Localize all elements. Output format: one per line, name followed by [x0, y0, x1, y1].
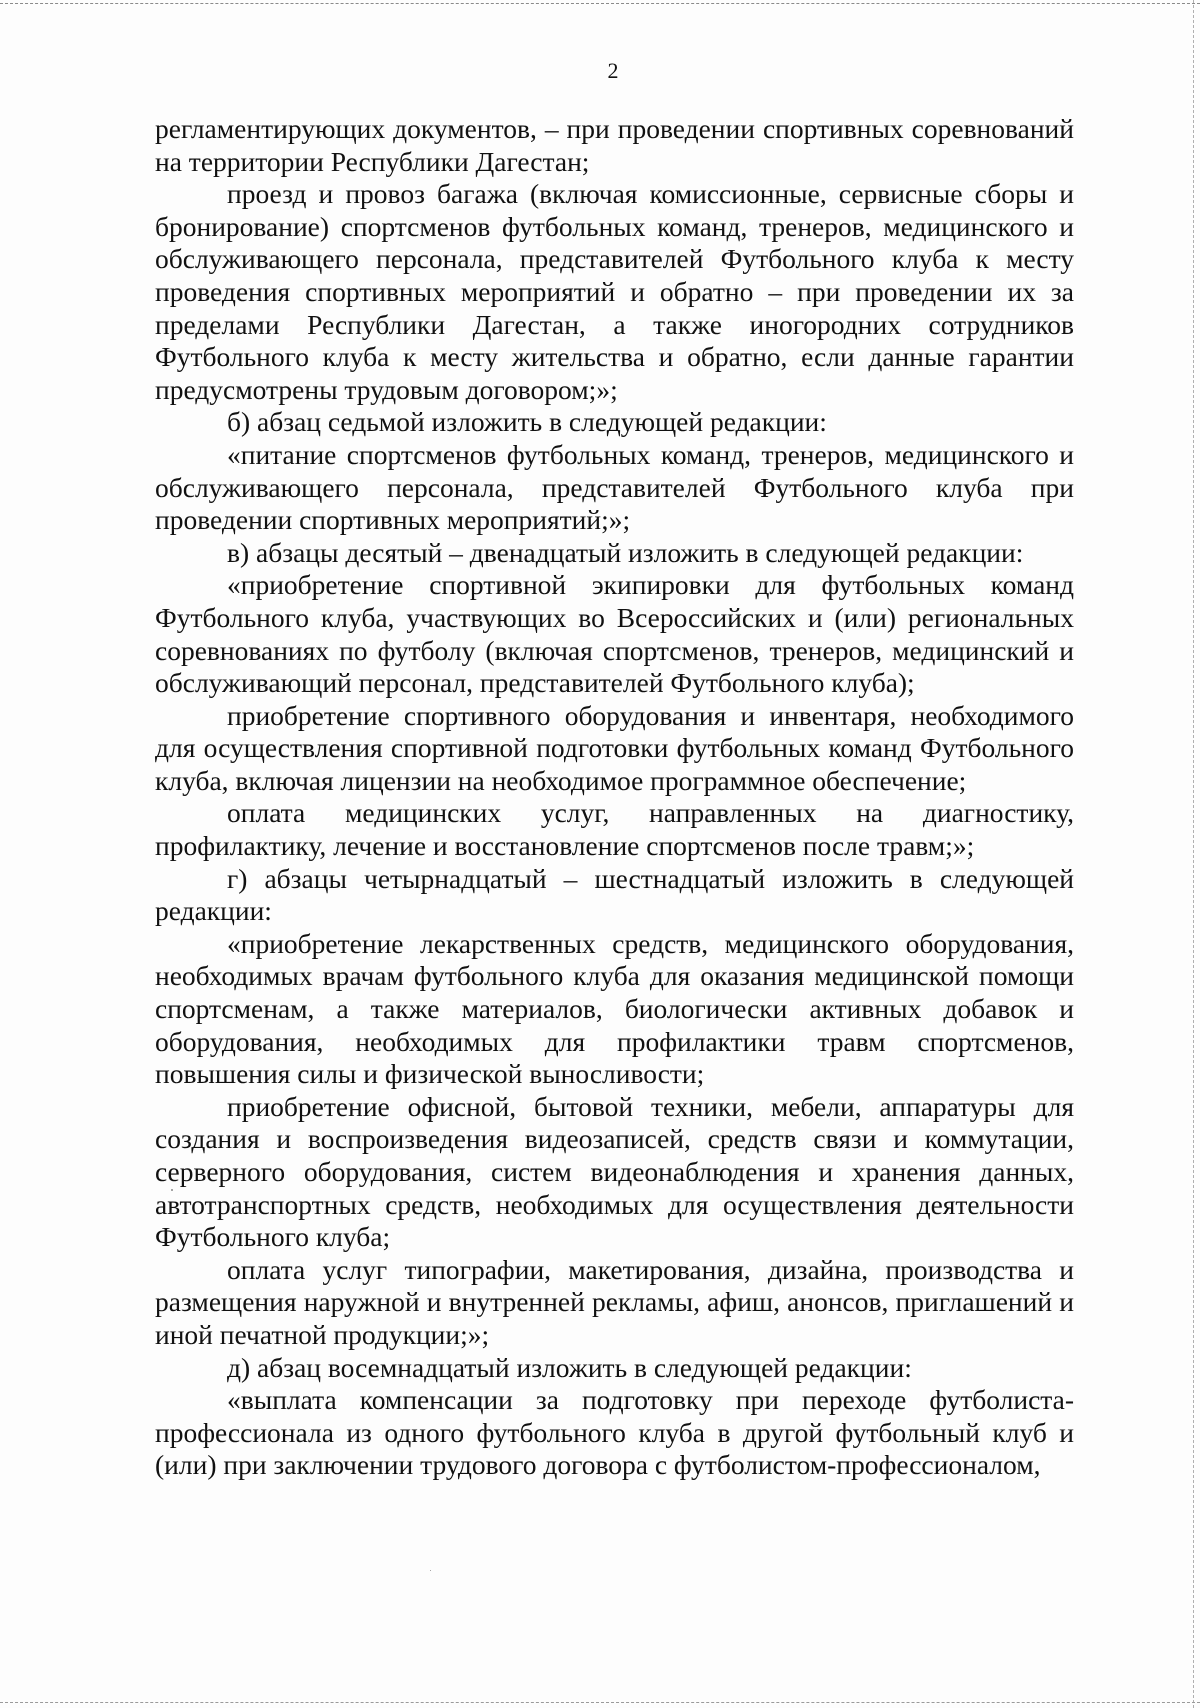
- paragraph: г) абзацы четырнадцатый – шестнадцатый изложить в следующей редакции:: [155, 862, 1074, 927]
- paragraph: приобретение спортивного оборудования и инвентаря, необходимого для осуществления спортивной подготовки футбольных команд Футбольного клуба, включая лицензии на необходимое программное обеспечение;: [155, 699, 1074, 796]
- scan-speck: [430, 1570, 431, 1571]
- paragraph: в) абзацы десятый – двенадцатый изложить в следующей редакции:: [227, 536, 1024, 568]
- paragraph: регламентирующих документов, – при проведении спортивных соревнований на территории Республики Дагестан;: [155, 113, 1074, 177]
- page-number: 2: [607, 58, 619, 83]
- scan-edge-right: [1193, 0, 1194, 1708]
- scan-edge-bottom: [0, 1702, 1200, 1703]
- paragraph: оплата услуг типографии, макетирования, дизайна, производства и размещения наружной и внутренней рекламы, афиш, анонсов, приглашений и иной печатной продукции;»;: [155, 1253, 1074, 1350]
- document-body: [155, 113, 1074, 1482]
- paragraph: «выплата компенсации за подготовку при переходе футболиста-профессионала из одного футбольного клуба в другой футбольный клуб и (или) при заключении трудового договора с футболистом-профессионалом,: [155, 1384, 1074, 1481]
- paragraph: д) абзац восемнадцатый изложить в следующей редакции:: [227, 1351, 912, 1383]
- scan-edge-top: [0, 3, 1200, 4]
- paragraph: оплата медицинских услуг, направленных на диагностику, профилактику, лечение и восстановление спортсменов после травм;»;: [155, 797, 1074, 862]
- paragraph: приобретение офисной, бытовой техники, мебели, аппаратуры для создания и воспроизведения видеозаписей, средств связи и коммутации, серверного оборудования, систем видеонаблюдения и хранения данных, автотранспортных средств, необходимых для осуществления деятельности Футбольного клуба;: [155, 1090, 1074, 1253]
- paragraph: б) абзац седьмой изложить в следующей редакции:: [227, 406, 827, 438]
- paragraph: «питание спортсменов футбольных команд, тренеров, медицинского и обслуживающего персонала, представителей Футбольного клуба при проведении спортивных мероприятий;»;: [155, 438, 1074, 536]
- paragraph: «приобретение спортивной экипировки для футбольных команд Футбольного клуба, участвующих во Всероссийских и (или) региональных соревнованиях по футболу (включая спортсменов, тренеров, медицинский и обслуживающий персонал, представителей Футбольного клуба);: [155, 569, 1074, 699]
- paragraph: «приобретение лекарственных средств, медицинского оборудования, необходимых врачам футбольного клуба для оказания медицинской помощи спортсменам, а также материалов, биологически активных добавок и оборудования, необходимых для профилактики травм спортсменов, повышения силы и физической выносливости;: [155, 927, 1074, 1090]
- paragraph: проезд и провоз багажа (включая комиссионные, сервисные сборы и бронирование) спортсменов футбольных команд, тренеров, медицинского и обслуживающего персонала, представителей Футбольного клуба к месту проведения спортивных мероприятий и обратно – при проведении их за пределами Республики Дагестан, а также иногородних сотрудников Футбольного клуба к месту жительства и обратно, если данные гарантии предусмотрены трудовым договором;»;: [155, 178, 1074, 405]
